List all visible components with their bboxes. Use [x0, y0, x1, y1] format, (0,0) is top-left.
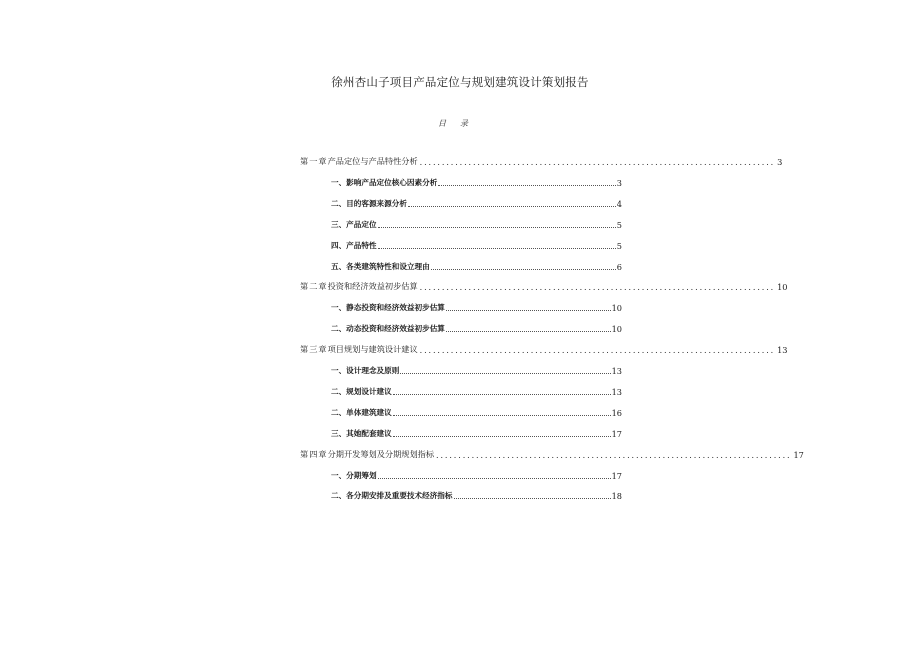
toc-dot-leader: ................................................................................ [419, 158, 776, 167]
toc-page-number: 13 [777, 345, 788, 356]
toc-page-number: 5 [616, 240, 622, 251]
toc-page-number: 16 [611, 407, 622, 418]
toc-entry-label: 三、其她配套建议 [331, 428, 392, 438]
toc-page-number: 5 [616, 219, 622, 230]
toc-dot-leader [393, 431, 611, 437]
toc-section-entry[interactable] [331, 489, 622, 501]
toc-entry-label: 一、分期筹划 [331, 470, 377, 480]
toc-dot-leader [446, 326, 611, 332]
toc-section-entry[interactable] [331, 218, 622, 230]
toc-chapter-entry[interactable] [300, 280, 788, 293]
toc-page-number: 17 [611, 428, 622, 439]
toc-chapter-number: 第三章 [300, 344, 328, 355]
toc-entry-label: 二、规划设计建议 [331, 386, 392, 396]
toc-dot-leader [400, 368, 610, 374]
toc-chapter-number: 第一章 [300, 156, 328, 166]
toc-entry-label: 一、静态投资和经济效益初步估算 [331, 303, 445, 313]
toc-section-entry[interactable] [331, 197, 622, 209]
toc-section-entry[interactable] [331, 364, 622, 376]
toc-entry-label: 产品定位与产品特性分析 [327, 156, 418, 166]
document-title: 徐州杏山子项目产品定位与规划建筑设计策划报告 [331, 75, 589, 89]
toc-entry-label: 分期开发筹划及分期规划指标 [327, 448, 435, 459]
toc-dot-leader [408, 201, 616, 207]
toc-dot-leader [431, 264, 616, 270]
toc-page-number: 4 [616, 198, 622, 209]
toc-chapter-entry[interactable] [300, 343, 788, 356]
toc-entry-label: 二、单体建筑建议 [331, 407, 392, 417]
toc-dot-leader [378, 222, 616, 228]
toc-dot-leader [378, 473, 611, 479]
toc-page-number: 13 [611, 366, 622, 376]
toc-chapter-entry[interactable] [300, 155, 783, 167]
toc-chapter-number: 第二章 [300, 281, 328, 292]
toc-dot-leader [393, 410, 611, 416]
toc-entry-label: 一、设计理念及原则 [331, 366, 400, 375]
toc-entry-label: 五、各类建筑特性和设立理由 [331, 261, 430, 271]
toc-page-number: 10 [611, 303, 622, 314]
toc-section-entry[interactable] [331, 385, 622, 397]
toc-dot-leader [438, 180, 615, 186]
toc-section-entry[interactable] [331, 301, 622, 313]
toc-page-number: 17 [611, 470, 622, 481]
toc-dot-leader [393, 389, 611, 395]
toc-entry-label: 投资和经济效益初步估算 [327, 281, 418, 292]
toc-section-entry[interactable] [331, 427, 622, 439]
toc-section-entry[interactable] [331, 260, 622, 272]
toc-page-number: 13 [611, 386, 622, 397]
toc-page-number: 17 [793, 449, 804, 460]
toc-entry-label: 四、产品特性 [331, 240, 377, 250]
toc-dot-leader [378, 243, 616, 249]
toc-page-number: 18 [611, 491, 622, 502]
toc-entry-label: 一、影响产品定位核心因素分析 [331, 177, 438, 187]
toc-entry-label: 项目规划与建筑设计建议 [327, 344, 418, 355]
toc-entry-label: 二、目的客源来源分析 [331, 198, 407, 208]
toc-dot-leader [446, 305, 611, 311]
toc-chapter-number: 第四章 [300, 448, 328, 459]
toc-page-number: 6 [616, 261, 622, 272]
toc-section-entry[interactable] [331, 322, 622, 334]
toc-heading: 目录 [438, 119, 482, 128]
toc-dot-leader: ................................................................................ [419, 346, 776, 356]
toc-page-number: 3 [616, 177, 622, 188]
toc-dot-leader: ................................................................................ [436, 450, 792, 460]
toc-dot-leader: ................................................................................ [419, 283, 776, 293]
toc-entry-label: 三、产品定位 [331, 219, 377, 229]
toc-dot-leader [454, 493, 611, 499]
toc-section-entry[interactable] [331, 469, 622, 481]
toc-section-entry[interactable] [331, 239, 622, 251]
toc-page-number: 10 [777, 282, 788, 293]
toc-entry-label: 二、各分期安排及重要技术经济指标 [331, 491, 453, 501]
toc-page-number: 3 [777, 157, 783, 167]
toc-section-entry[interactable] [331, 406, 622, 418]
toc-entry-label: 二、动态投资和经济效益初步估算 [331, 324, 445, 334]
toc-page-number: 10 [611, 324, 622, 335]
toc-section-entry[interactable] [331, 176, 622, 188]
toc-chapter-entry[interactable] [300, 448, 804, 460]
